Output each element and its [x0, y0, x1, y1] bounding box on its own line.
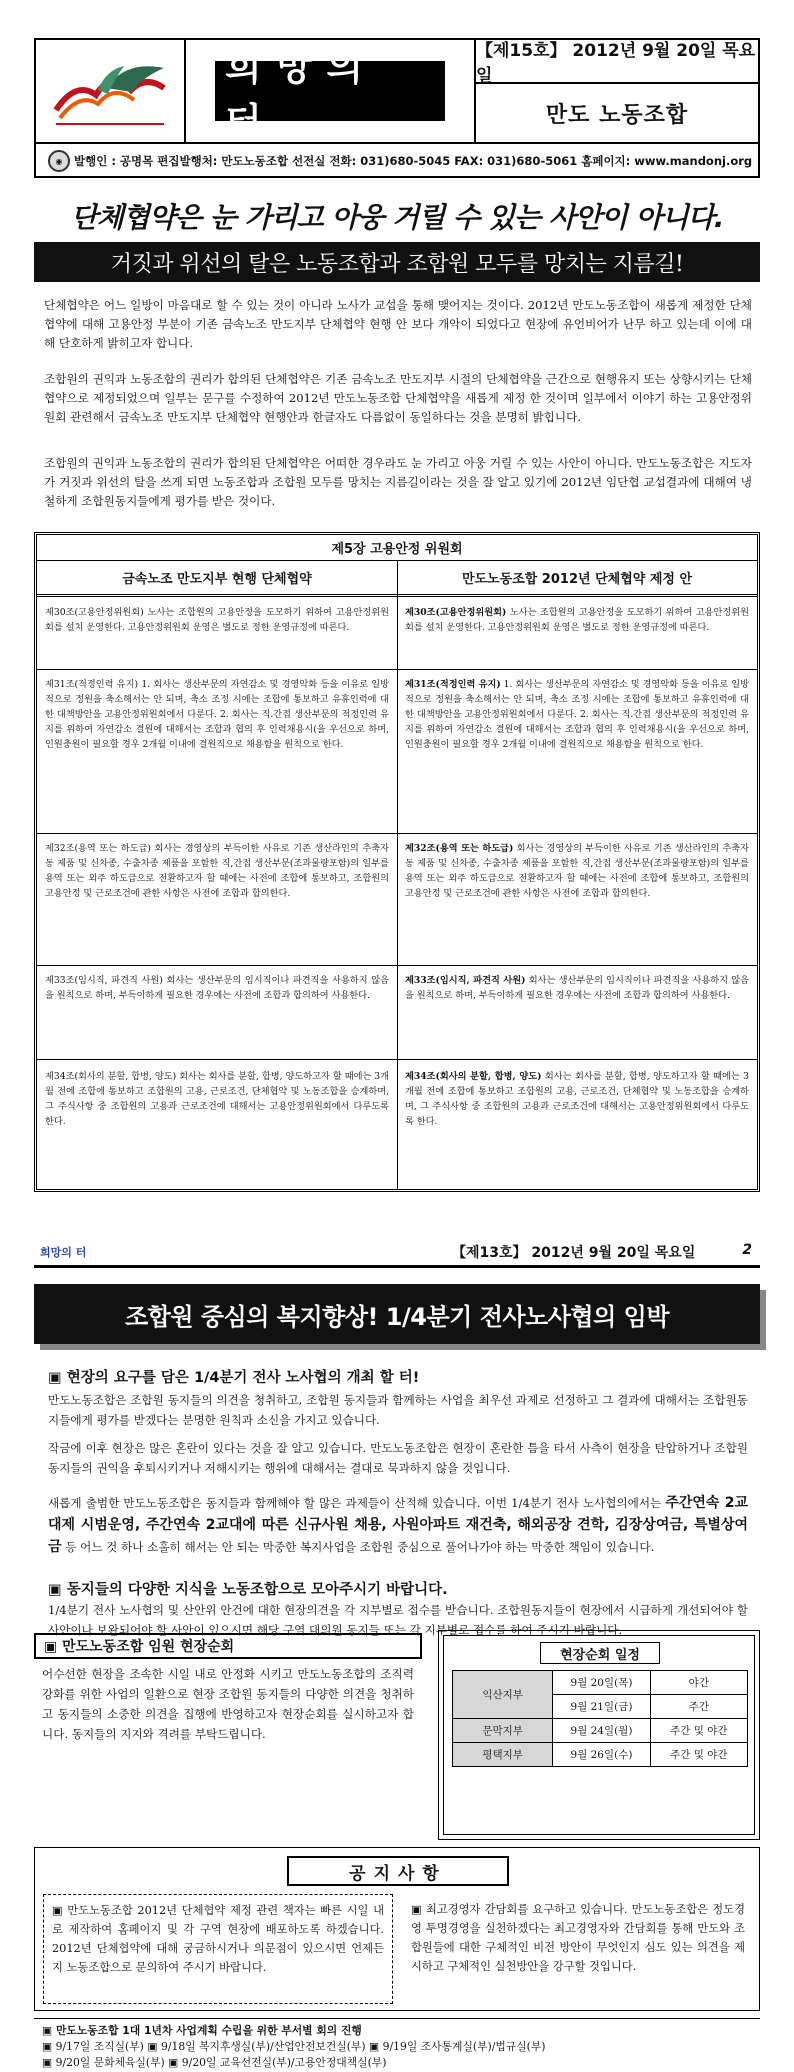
region-cell: 익산지부 — [453, 1671, 553, 1719]
paragraph-text: 등 어느 것 하나 소홀히 해서는 안 되는 막중한 복지사업을 조합원 중심으로 풀어나가야 하는 막중한 책임이 있습니다. — [61, 1540, 655, 1554]
tour-schedule-inner — [443, 1635, 755, 1835]
table-cell-right — [397, 671, 757, 831]
date-cell: 9월 20일(목) — [553, 1671, 650, 1695]
table-cell-left: 제30조(고용안정위원회) 노사는 조합원의 고용안정을 도모하기 위하여 고용안정위원회를 설치 운영한다. 고용안정위원회 운영은 별도로 정한 운영규정에 따른다. — [45, 607, 389, 633]
sub-headline: 거짓과 위선의 탈은 노동조합과 조합원 모두를 망치는 지름길! — [34, 242, 760, 282]
section-paragraph: 만도노동조합은 조합원 동지들의 의견을 청취하고, 조합원 동지들과 함께하는 사업을 최우선 과제로 선정하고 그 결과에 대해서는 조합원동지들에게 평가를 받겠다는 분명한 원칙과 소신을 가지고 있습니다. — [48, 1393, 748, 1427]
article-text: 회사는 생산부문의 임시직이나 파견직을 사용하지 않음을 원칙으로 하며, 부득이하게 필요한 경우에는 사전에 조합과 합의하여 사용한다. — [405, 975, 750, 1001]
page-number: 2 — [742, 1242, 752, 1258]
paragraph-2: 조합원의 권익과 노동조합의 권리가 합의된 단체협약은 기존 금속노조 만도지부 시절의 단체협약을 근간으로 현행유지 또는 상향시키는 단체협약으로 제정되었으며 일부는 문구를 수정하여 2012년 만도노동조합 단체협약을 새롭게 제정 한 것이며 일부에서 이야기 하는 고용안정위원회 관련해서 금속노조 만도지부 단체협약 현행안과 한글자도 다름없이 동일하다는 것을 분명히 밝힙니다. — [44, 372, 752, 424]
tour-text: 어수선한 현장을 조속한 시일 내로 안정화 시키고 만도노동조합의 조직력 강화를 위한 사업의 일환으로 현장 조합원 동지들의 다양한 의견을 청취하고 동지들의 소중한 의견을 집행에 반영하고자 현장순회를 실시하고자 합니다. 동지들의 지지와 격려를 부탁드립니다. — [42, 1667, 414, 1741]
newsletter-title: 희망의 터 — [215, 61, 445, 121]
page2-banner: 조합원 중심의 복지향상! 1/4분기 전사노사협의 임박 — [34, 1284, 760, 1344]
tour-schedule-box — [438, 1630, 760, 1840]
paragraph-text: 새롭게 출범한 만도노동조합은 동지들과 함께해야 할 많은 과제들이 산적해 있습니다. 이번 1/4분기 전사 노사협의에서는 — [48, 1496, 666, 1510]
notice-box — [34, 1847, 760, 2011]
section-heading: ▣ 동지들의 다양한 지식을 노동조합으로 모아주시기 바랍니다. — [48, 1582, 448, 1598]
section-paragraph — [48, 1492, 748, 1558]
meeting-line: ▣ 9/20일 문화체육실(부) ▣ 9/20일 교육선전실(부)/고용안정대책실(부) — [42, 2056, 387, 2069]
table-cell-right — [397, 1063, 757, 1187]
union-logo — [36, 40, 186, 142]
table-cell-right — [397, 599, 757, 667]
notice-left: ▣ 만도노동조합 2012년 단체협약 제정 관련 책자는 빠른 시일 내로 제작하여 홈페이지 및 각 구역 현장에 배포하도록 하겠습니다. 2012년 단체협약에 대해 궁금하시거나 의문점이 있으시면 언제든지 노동조합으로 문의하여 주시기 바랍니다. — [43, 1894, 393, 2004]
section-paragraph: 작금에 이후 현장은 많은 혼란이 있다는 것을 잘 알고 있습니다. 만도노동조합은 현장이 혼란한 틈을 타서 사측이 현장을 탄압하거나 조합원 동지들의 권익을 후퇴시키거나 저해시키는 행위에 대해서는 결대로 묵과하지 않을 것입니다. — [48, 1441, 748, 1475]
shift-cell: 주간 — [650, 1695, 747, 1719]
article-title: 제34조(회사의 분할, 합병, 양도) — [405, 1071, 542, 1082]
shift-cell: 야간 — [650, 1671, 747, 1695]
publisher-info — [36, 146, 758, 176]
table-cell-left: 제34조(회사의 분할, 합병, 양도) 회사는 회사를 분할, 합병, 양도하고자 할 때에는 3개월 전에 조합에 통보하고 조합원의 고용, 근로조건, 단체협약 및 노동조합을 승계하며, 그 주식사항 중 조합원의 고용과 근로조건에 대해서는 고용안정위원회에서 다루도록 한다. — [45, 1071, 389, 1127]
table-cell-right — [397, 967, 757, 1051]
paragraph-1: 단체협약은 어느 일방이 마음대로 할 수 있는 것이 아니라 노사가 교섭을 통해 맺어지는 것이다. 2012년 만도노동조합이 새롭게 제정한 단체협약에 대해 고용안정 부분이 기존 금속노조 만도지부 단체협약 현행 안 보다 개악이 되었다고 현장에 유언비어가 난무 하고 있는데 이에 대해 단호하게 밝히고자 합니다. — [44, 298, 752, 350]
region-cell: 문막지부 — [453, 1719, 553, 1743]
column-header-new: 만도노동조합 2012년 단체협약 제정 안 — [397, 561, 757, 597]
page2-title: 희망의 터 — [40, 1246, 87, 1259]
masthead-top — [36, 40, 758, 144]
notice-right: ▣ 최고경영자 간담회를 요구하고 있습니다. 만도노동조합은 정도경영 투명경영을 실천하겠다는 최고경영자와 간담회를 통해 만도와 조합원들에 대한 구체적인 비전 방안이 무엇인지 심도 있는 의견을 제시하고 구체적인 실천방안을 강구할 것입니다. — [411, 1903, 745, 1973]
table-row — [453, 1671, 748, 1695]
shift-cell: 주간 및 야간 — [650, 1719, 747, 1743]
row-divider — [37, 669, 757, 670]
article-title: 제32조(용역 또는 하도급) — [405, 843, 514, 854]
article-title: 제31조(적정인력 유지) — [405, 679, 501, 690]
table-title: 제5장 고용안정 위원회 — [37, 535, 757, 561]
notice-title: 공지사항 — [287, 1856, 509, 1886]
logo-icon — [36, 40, 182, 140]
row-divider — [37, 1059, 757, 1060]
table-row — [453, 1743, 748, 1767]
region-cell: 평택지부 — [453, 1743, 553, 1767]
date-cell: 9월 24일(월) — [553, 1719, 650, 1743]
agenda-items: 주간연속 2교대제 시범운영, 주간연속 2교대에 따른 신규사원 채용, 사원아파트 재건축, 해외공장 견학, 김장상여금, 특별상여금 — [48, 1495, 748, 1555]
section-paragraph: 1/4분기 전사 노사협의 및 산안위 안건에 대한 현장의견을 각 지부별로 접수를 받습니다. 조합원동지들이 현장에서 시급하게 개선되어야 할 사안이나 보완되어야 할 사안이 있으시면 해당 구역 대의원 동지들 또는 각 지부별로 접수를 하여 주시기 바랍니다. — [48, 1603, 748, 1637]
shift-cell: 주간 및 야간 — [650, 1743, 747, 1767]
union-name: 만도 노동조합 — [545, 102, 689, 128]
comparison-table — [34, 532, 760, 1192]
row-divider — [37, 965, 757, 966]
seal-icon: ◉ — [48, 150, 70, 172]
article-text: 1. 회사는 생산부문의 자연감소 및 경영악화 등을 이유로 일방적으로 정원을 축소해서는 안 되며, 축소 조정 시에는 조합에 통보하고 유휴인력에 대한 대책방안을 고용안정위원회에서 다룬다. 2. 회사는 직.간접 생산부문의 적정인력 유지를 위하여 자연감소 결원에 대해서는 조합과 협의 후 인력채용시(을 우선으로 하며, 인원충원이 필요할 경우 2개월 이내에 결원직으로 채용함을 원칙으로 한다. — [405, 679, 749, 750]
date-cell: 9월 21일(금) — [553, 1695, 650, 1719]
page2-issue: 【제13호】 2012년 9월 20일 목요일 — [452, 1245, 696, 1261]
table-cell-left: 제31조(적정인력 유지) 1. 회사는 생산부문의 자연감소 및 경영악화 등을 이유로 일방적으로 정원을 축소해서는 안 되며, 축소 조정 시에는 조합에 통보하고 유휴인력에 대한 대책방안을 고용안정위원회에서 다룬다. 2. 회사는 직.간접 생산부문의 적정인력 유지를 위하여 자연감소 결원에 대해서는 조합과 협의 후 인력채용시(을 우선으로 하며, 인원충원이 필요할 경우 2개월 이내에 결원직으로 채용함을 원칙으로 한다. — [45, 679, 389, 750]
publisher-info-text: 발행인 : 공명목 편집발행처: 만도노동조합 선전실 전화: 031)680-5045 FAX: 031)680-5061 홈페이지: www.mandonj.org — [74, 154, 753, 168]
masthead — [34, 38, 760, 178]
issue-box — [476, 40, 758, 142]
article-title: 제30조(고용안정위원회) — [405, 607, 507, 618]
row-divider — [37, 833, 757, 834]
page2-header — [34, 1238, 760, 1268]
article-text: 회사는 회사를 분할, 합병, 양도하고자 할 때에는 3개월 전에 조합에 통보하고 조합원의 고용, 근로조건, 단체협약 및 노동조합을 승계하며, 그 주식사항 중 조합원의 고용과 근로조건에 대해서는 고용안정위원회에서 다루도록 한다. — [405, 1071, 749, 1127]
issue-date: 【제15호】 2012년 9월 20일 목요일 — [476, 40, 758, 84]
meeting-schedule-text — [42, 2023, 754, 2070]
paragraph-3: 조합원의 권익과 노동조합의 권리가 합의된 단체협약은 어떠한 경우라도 눈 가리고 아웅 거릴 수 있는 사안이 아니다. 만도노동조합은 지도자가 거짓과 위선의 탈을 쓰게 되면 노동조합과 조합원 모두를 망치는 지름길이라는 것을 잘 알고 있기에 2012년 임단협 교섭결과에 대해여 냉철하게 조합원동지들에게 평가를 받은 것이다. — [44, 456, 752, 508]
tour-schedule-table — [452, 1670, 748, 1767]
date-cell: 9월 26일(수) — [553, 1743, 650, 1767]
article-title: 제33조(임시직, 파견직 사원) — [405, 975, 526, 986]
table-cell-left: 제33조(임시직, 파견직 사원) 회사는 생산부문의 임시직이나 파견직을 사용하지 않음을 원칙으로 하며, 부득이하게 필요한 경우에는 사전에 조합과 합의하여 사용한다. — [45, 975, 389, 1001]
meeting-line: ▣ 9/17일 조직실(부) ▣ 9/18일 복지후생실(부)/산업안전보건실(부) ▣ 9/19일 조사통계실(부)/법규실(부) — [42, 2040, 546, 2053]
table-row — [453, 1719, 748, 1743]
article-text: 회사는 경영상의 부득이한 사유로 기존 생산라인의 추축자동 제품 및 신차종, 수출차종 제품을 포함한 직,간접 생산부문(조과물량포함)의 일부를 용역 또는 외주 하도급으로 전환하고자 할 때에는 사전에 조합에 통보하고, 조합원의 고용안정 및 근로조건에 관한 사항은 사전에 조합과 합의한다. — [405, 843, 749, 899]
meeting-title: ▣ 만도노동조합 1대 1년차 사업계획 수립을 위한 부서별 회의 진행 — [42, 2024, 362, 2037]
section-heading: ▣ 현장의 요구를 담은 1/4분기 전사 노사협의 개최 할 터! — [48, 1370, 420, 1386]
table-cell-left: 제32조(용역 또는 하도급) 회사는 경영상의 부득이한 사유로 기존 생산라인의 추축자동 제품 및 신차종, 수출차종 제품을 포함한 직,간접 생산부문(조과물량포함)의 일부를 용역 또는 외주 하도급으로 전환하고자 할 때에는 사전에 조합에 통보하고, 조합원의 고용안정 및 근로조건에 관한 사항은 사전에 조합과 합의한다. — [45, 843, 389, 899]
table-cell-right — [397, 835, 757, 959]
tour-schedule-title: 현장순회 일정 — [540, 1642, 660, 1664]
meeting-schedule — [34, 2018, 760, 2070]
column-header-current: 금속노조 만도지부 현행 단체협약 — [37, 561, 397, 597]
headline: 단체협약은 눈 가리고 아웅 거릴 수 있는 사안이 아니다. — [70, 201, 724, 234]
tour-heading: ▣ 만도노동조합 임원 현장순회 — [34, 1633, 422, 1659]
article-text: 노사는 조합원의 고용안정을 도모하기 위하여 고용안정위원회를 설치 운영한다. 고용안정위원회 운영은 별도로 정한 운영규정에 따른다. — [405, 607, 749, 633]
title-box — [186, 40, 476, 142]
